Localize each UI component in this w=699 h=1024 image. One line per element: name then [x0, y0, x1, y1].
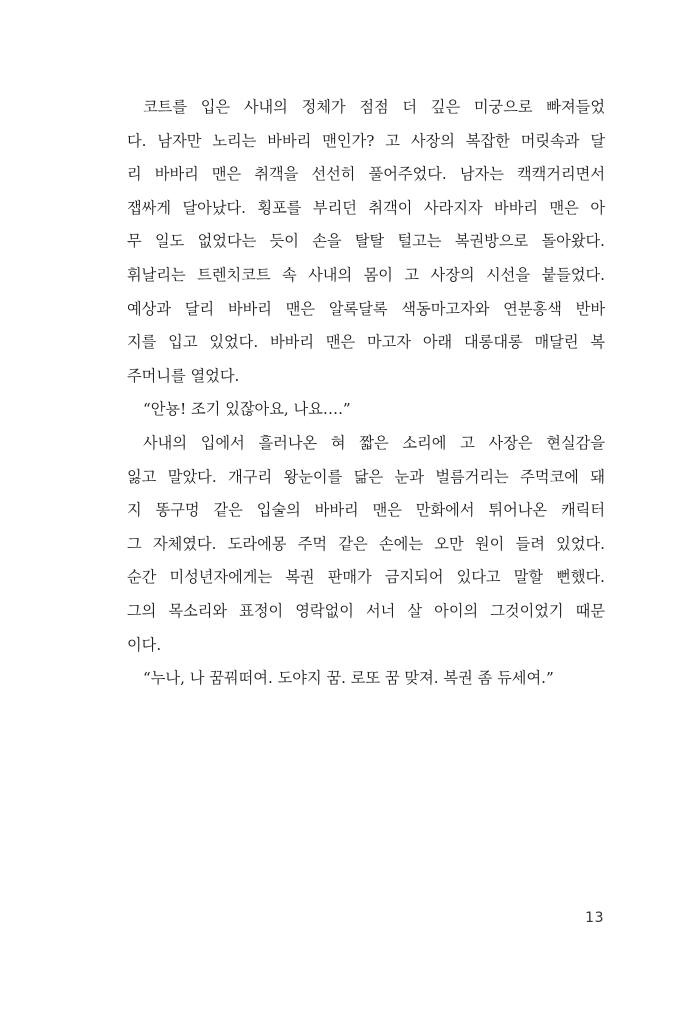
text-line: 사내의 입에서 흘러나온 혀 짧은 소리에 고 사장은 현실감을: [143, 433, 605, 452]
text-line: “누나, 나 꿈꿔떠여. 도야지 꿈. 로또 꿈 맞져. 복권 좀 듀세여.”: [143, 669, 554, 688]
page-number: 13: [585, 910, 604, 926]
text-line: 순간 미성년자에게는 복권 판매가 금지되어 있다고 말할 뻔했다.: [127, 568, 605, 587]
text-line: 무 일도 없었다는 듯이 손을 탈탈 털고는 복권방으로 돌아왔다.: [127, 232, 605, 251]
text-line: 잃고 말았다. 개구리 왕눈이를 닮은 눈과 벌름거리는 주먹코에 돼: [127, 467, 605, 486]
text-line: 이다.: [127, 635, 162, 654]
text-line: 주머니를 열었다.: [127, 366, 240, 385]
text-line: “안뇽! 조기 있잖아요, 나요….”: [143, 400, 351, 419]
text-line: 휘날리는 트렌치코트 속 사내의 몸이 고 사장의 시선을 붙들었다.: [127, 265, 605, 284]
text-line: 그 자체였다. 도라에몽 주먹 같은 손에는 오만 원이 들려 있었다.: [127, 534, 605, 553]
text-line: 지 똥구멍 같은 입술의 바바리 맨은 만화에서 튀어나온 캐릭터: [127, 501, 605, 520]
body-text: [127, 91, 605, 696]
text-line: 잽싸게 달아났다. 횡포를 부리던 취객이 사라지자 바바리 맨은 아: [127, 198, 605, 217]
text-line: 리 바바리 맨은 취객을 선선히 풀어주었다. 남자는 캑캑거리면서: [127, 165, 605, 184]
text-line: 그의 목소리와 표정이 영락없이 서너 살 아이의 그것이었기 때문: [127, 601, 605, 620]
text-line: 지를 입고 있었다. 바바리 맨은 마고자 아래 대롱대롱 매달린 복: [127, 333, 605, 352]
text-line: 코트를 입은 사내의 정체가 점점 더 깊은 미궁으로 빠져들었: [143, 98, 605, 116]
text-line: 다. 남자만 노리는 바바리 맨인가? 고 사장의 복잡한 머릿속과 달: [127, 131, 605, 150]
text-line: 예상과 달리 바바리 맨은 알록달록 색동마고자와 연분홍색 반바: [127, 299, 605, 318]
